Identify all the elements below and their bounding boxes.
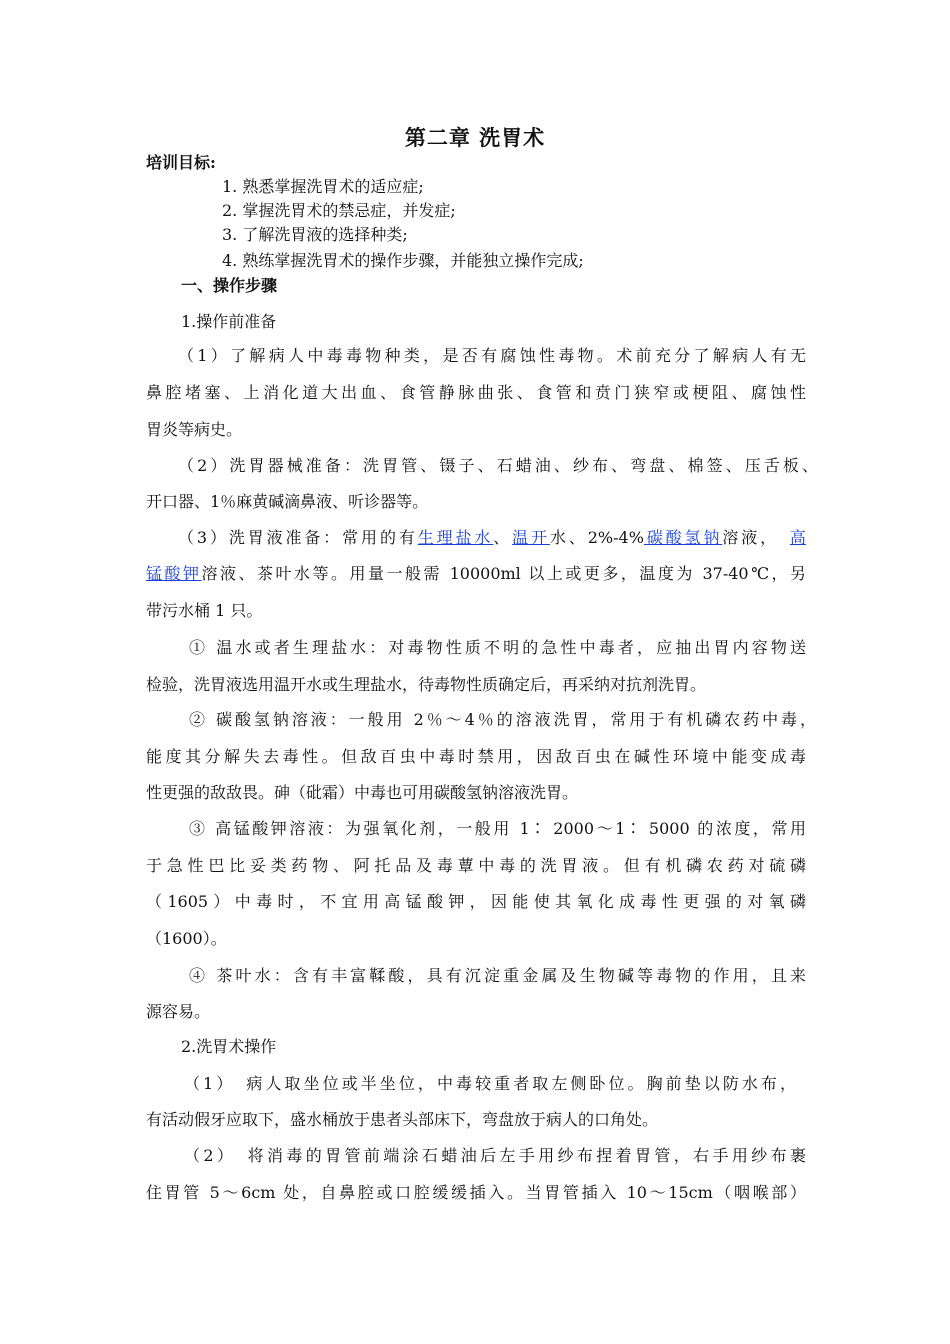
- paragraph-line: 有活动假牙应取下，盛水桶放于患者头部床下，弯盘放于病人的口角处。: [146, 1110, 659, 1129]
- page-title: 第二章 洗胃术: [404, 125, 546, 150]
- paragraph-line: （1600）。: [146, 929, 227, 948]
- paragraph-line: 于急性巴比妥类药物、阿托品及毒蕈中毒的洗胃液。但有机磷农药对硫磷: [146, 856, 806, 875]
- paragraph-line: 检验，洗胃液选用温开水或生理盐水，待毒物性质确定后，再采纳对抗剂洗胃。: [146, 675, 707, 694]
- section-heading: 一、操作步骤: [181, 276, 278, 295]
- link-saline[interactable]: 生理盐水: [417, 528, 494, 547]
- paragraph-line: （2） 将消毒的胃管前端涂石蜡油后左手用纱布捏着胃管，右手用纱布裹: [184, 1146, 806, 1165]
- paragraph-line: ① 温水或者生理盐水：对毒物性质不明的急性中毒者，应抽出胃内容物送: [189, 638, 806, 657]
- paragraph-line: 鼻腔堵塞、上消化道大出血、食管静脉曲张、食管和贲门狭窄或梗阻、腐蚀性: [146, 383, 806, 402]
- paragraph-line: 住胃管 5～6cm 处，自鼻腔或口腔缓缓插入。当胃管插入 10～15cm（咽喉部）: [146, 1183, 806, 1202]
- text-run: 溶液、茶叶水等。用量一般需 10000ml 以上或更多，温度为 37-40℃，另: [201, 564, 806, 583]
- paragraph-line: [146, 563, 806, 585]
- text-run: （3）洗胃液准备：常用的有: [178, 528, 418, 547]
- text-run: 水、2%-4%: [549, 528, 644, 547]
- paragraph-line: （2）洗胃器械准备：洗胃管、镊子、石蜡油、纱布、弯盘、棉签、压舌板、: [178, 456, 818, 475]
- objective-item: 4. 熟练掌握洗胃术的操作步骤，并能独立操作完成;: [222, 251, 584, 270]
- objectives-heading: 培训目标:: [146, 153, 216, 172]
- link-sodium-bicarbonate[interactable]: 碳酸氢钠: [643, 528, 723, 547]
- objective-item: 2. 掌握洗胃术的禁忌症，并发症;: [222, 201, 456, 220]
- subsection-heading: 1.操作前准备: [181, 312, 277, 331]
- subsection-heading: 2.洗胃术操作: [181, 1037, 277, 1056]
- objective-item: 1. 熟悉掌握洗胃术的适应症;: [222, 177, 424, 196]
- paragraph-line: ③ 高锰酸钾溶液：为强氧化剂，一般用 1∶ 2000～1∶ 5000 的浓度，常用: [189, 819, 806, 838]
- paragraph-line: ② 碳酸氢钠溶液：一般用 2％～4％的溶液洗胃，常用于有机磷农药中毒，: [189, 710, 816, 729]
- paragraph-line: 开口器、1％麻黄碱滴鼻液、听诊器等。: [146, 492, 429, 511]
- objective-item: 3. 了解洗胃液的选择种类;: [222, 225, 408, 244]
- paragraph-line: 带污水桶 1 只。: [146, 601, 263, 620]
- link-warm-water[interactable]: 温开: [512, 528, 550, 547]
- paragraph-line: （1）了解病人中毒毒物种类，是否有腐蚀性毒物。术前充分了解病人有无: [178, 346, 806, 365]
- paragraph-line: ④ 茶叶水：含有丰富鞣酸，具有沉淀重金属及生物碱等毒物的作用，且来: [189, 966, 806, 985]
- paragraph-line: （1） 病人取坐位或半坐位，中毒较重者取左侧卧位。胸前垫以防水布，: [184, 1074, 796, 1093]
- paragraph-line: [178, 527, 806, 549]
- paragraph-line: 性更强的敌敌畏。砷（砒霜）中毒也可用碳酸氢钠溶液洗胃。: [146, 783, 579, 802]
- paragraph-line: （1605）中毒时，不宜用高锰酸钾，因能使其氧化成毒性更强的对氧磷: [146, 892, 806, 911]
- paragraph-line: 胃炎等病史。: [146, 420, 243, 439]
- text-run: 、: [493, 528, 513, 547]
- paragraph-line: 源容易。: [146, 1002, 211, 1021]
- paragraph-line: 能度其分解失去毒性。但敌百虫中毒时禁用，因敌百虫在碱性环境中能变成毒: [146, 747, 806, 766]
- link-potassium-permanganate[interactable]: 锰酸钾: [146, 564, 202, 583]
- link-potassium-permanganate-start[interactable]: 高: [789, 528, 806, 547]
- text-run: 溶液，: [722, 528, 772, 547]
